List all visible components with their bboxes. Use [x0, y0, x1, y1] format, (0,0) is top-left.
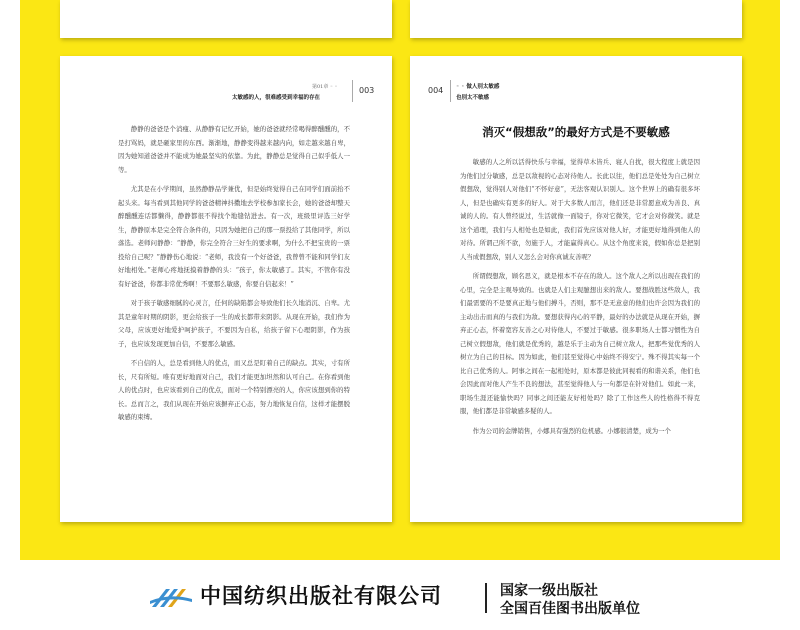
right-page [410, 56, 742, 522]
right-body-text [460, 156, 700, 444]
footer-divider [485, 583, 487, 613]
header-divider [352, 80, 353, 102]
right-header-title: ◦ ◦ 做人别太敏感 [456, 84, 500, 90]
left-body-text [118, 123, 350, 431]
slogan-line-2: 全国百佳图书出版单位 [500, 601, 640, 617]
publisher-logo-icon [150, 585, 192, 611]
paragraph: 对于孩子敏感细腻的心灵言，任何的缺陷都会导致他们长久地消沉、自卑。尤其是童年时期的阴影，更会给孩子一生的成长都带来阴影。从现在开始，我们作为父母，应该更好地爱护呵护孩子，不要因为自私，给孩子留下心理阴影，作为孩子，也应该发现更加自信，不要那么敏感。 [118, 299, 350, 348]
previous-page-right [410, 0, 742, 38]
slogan-line-1: 国家一级出版社 [500, 583, 598, 599]
paragraph: 敏感的人之所以活得快乐与幸福，觉得草木皆兵、寝人自扰，很大程度上就是因为他们过分敏感，总是以敌视的心态对待他人。长此以往，他们总是处处为自己树立假想敌，觉得别人对他们“不怀好意”，无法客观认识别人。这个世界上的确有很多坏人，但是也确实有更多的好人。对于大多数人而言，他们还是非常愿意成为善良、真诚的人的。有人曾经说过，生活就像一面镜子，你对它微笑，它才会对你微笑。就是这个道理，我们与人相处也是如此，我们首先应该对他人好，才能更好地得到他人的对待。所谓己所不欲，勿施于人，才能赢得真心。从这个角度来说，假如你总是把别人当成假想敌，别人又怎么会对你真诚友善呢？ [460, 158, 700, 261]
header-divider [450, 80, 451, 102]
left-page [60, 56, 392, 522]
chapter-label: 第01章 ◦ ◦ [312, 84, 338, 90]
right-header-subtitle: 也别太不敏感 [456, 95, 490, 101]
right-page-number: 004 [428, 86, 444, 95]
paragraph: 尤其是在小学期间，虽然静静品学兼优，但是始终觉得自己在同学们面前抬不起头来。每当看到其他同学的爸爸精神抖擞地去学校参加家长会，她的爸爸却整天醉醺醺连话都懒得，静静都很不得找个地缝钻进去。有一次，班级里评选三好学生，静静原本是完全符合条件的，只因为她把自己的那一票投给了其他同学，所以落选。老师问静静：“静静，你完全符合三好生的要求啊，为什么不把宝贵的一票投给自己呢？”静静伤心地说：“老师，我没有一个好爸爸，我曾曾不能和同学们友好地相处。”老师心疼地抚摸着静静的头：“孩子，你太敏感了。其实，不管你有没有好爸爸，你都非常优秀啊！不要那么敏感，你要自信起来！” [118, 185, 350, 288]
previous-page-left [60, 0, 392, 38]
section-title: 消灭“假想敌”的最好方式是不要敏感 [482, 125, 670, 139]
paragraph: 所谓假想敌，顾名思义，就是根本不存在的敌人。这个敌人之所以出现在我们的心里，完全是主观导致的。也就是人们主观臆想出来的敌人。要想战胜这些敌人，我们最需要的不是要真正地与他们搏斗，否则，那不是无意意的他们也许会因为我们的主动出击而真的与我们为敌。要想获得内心的平静，最好的办法就是从现在开始，摒弃正心态，怀着宽容友善之心对待他人，不要过于敏感。很多职场人士都习惯性为自己树立假想敌，他们就是优秀的，越是乐于主动为自己树立敌人，把那些觉优秀的人树立为自己的目标。因为如此，他们甚至觉得心中始终不得安宁。殊不得其实每一个比自己优秀的人。阿事之间在一起相处时，原本都是彼此同视看的和谐关系，他们也会因此而对他人产生不良的想法，甚至觉得他人与一句都是在针对他们。如此一来，职场生涯还能愉快吗？同事之间还能友好相处吗？除了工作这些人的性格得不得克服，他们都是非常敏感多疑的人。 [460, 272, 700, 415]
paragraph: 作为公司的金牌销售，小娜具有强烈的危机感。小娜很清楚，成为一个 [472, 426, 671, 435]
left-header-title: 太敏感的人，很难感受到幸福的存在 [232, 95, 321, 101]
left-page-number: 003 [359, 86, 375, 95]
publisher-name: 中国纺织出版社有限公司 [200, 584, 442, 608]
paragraph: 不自信的人，总是看到他人的优点，而又总是盯着自己的缺点。其实，寸有所长，尺有所短。唯有更好地面对自己，我们才能更加坦然和认可自己。在你看到他人的优点时，也应该看到自己的优点，面对一个特别漂亮的人，你应该想到你的特长。总而言之，我们从现在开始应该摒弃正心态，努力地恢复自信，这样才能摆脱敏感的束缚。 [118, 359, 350, 421]
paragraph: 静静的爸爸是个消瘦、从静静有记忆开始，她的爸爸就经常喝得醉醺醺的，不是打骂妈，就是砸家里的东西。渐渐地，静静变得越来越内向，如走越来越自卑，因为她知道爸爸并不能成为她最坚实的依靠。为此，静静总是觉得自己似乎低人一等。 [118, 125, 350, 174]
